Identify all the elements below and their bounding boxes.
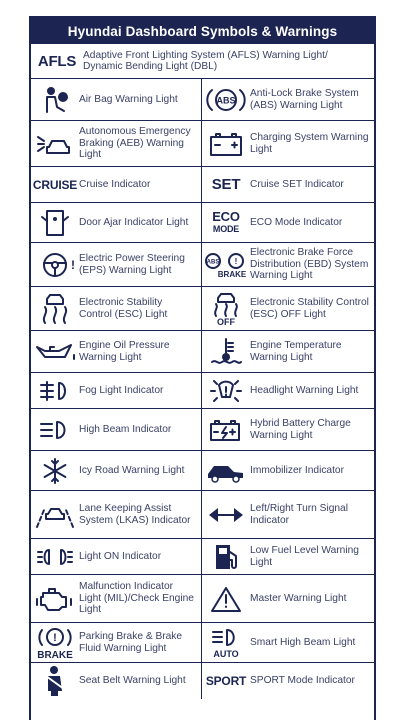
snowflake-icon <box>31 456 79 486</box>
table-row <box>31 538 374 574</box>
auto-high-beam-icon <box>202 627 250 659</box>
airbag-icon <box>31 85 79 115</box>
symbol-label: Fog Light Indicator <box>79 384 164 396</box>
steering-wheel-icon <box>31 250 79 280</box>
symbol-icon <box>202 674 250 688</box>
light-on-icon <box>31 546 79 568</box>
symbol-label: SPORT Mode Indicator <box>250 675 355 687</box>
symbol-cell <box>202 451 374 490</box>
set-text-icon: SET <box>211 176 241 193</box>
svg-text:ABS: ABS <box>216 95 236 105</box>
svg-text:!: ! <box>53 631 57 644</box>
table-row <box>31 408 374 450</box>
symbol-label: Electric Power Steering (EPS) Warning Light <box>79 253 185 276</box>
parking-brake-icon <box>31 626 79 660</box>
symbol-label: Adaptive Front Lighting System (AFLS) Warning Light/ Dynamic Bending Light (DBL) <box>83 49 328 72</box>
esc-off-icon <box>202 292 250 326</box>
aeb-car-icon <box>31 129 79 159</box>
hybrid-battery-icon <box>202 416 250 444</box>
door-ajar-icon <box>31 207 79 239</box>
symbol-cell <box>31 167 202 202</box>
symbol-cell <box>202 539 374 574</box>
fuel-pump-icon <box>202 542 250 572</box>
symbol-cell <box>31 575 202 622</box>
symbol-cell <box>202 203 374 242</box>
fog-light-icon <box>31 378 79 404</box>
symbol-cell <box>202 663 374 699</box>
symbol-label: Anti-Lock Brake System (ABS) Warning Light <box>250 88 359 111</box>
symbol-label: Charging System Warning Light <box>250 132 369 155</box>
symbol-cell <box>31 287 202 330</box>
ebd-icon <box>202 250 250 280</box>
eco-mode-text-icon: ECO MODE <box>212 208 240 234</box>
svg-text:BRAKE: BRAKE <box>217 269 247 279</box>
check-engine-icon <box>31 585 79 613</box>
symbol-label: Low Fuel Level Warning Light <box>250 545 359 568</box>
table-row <box>31 166 374 202</box>
symbol-cell <box>31 243 202 286</box>
symbol-cell <box>31 451 202 490</box>
seat-belt-icon <box>31 665 79 697</box>
battery-icon <box>202 131 250 157</box>
symbol-label: Door Ajar Indicator Light <box>79 216 189 228</box>
symbol-cell <box>31 373 202 408</box>
thermometer-icon <box>202 336 250 368</box>
table-row <box>31 286 374 330</box>
svg-text:!: ! <box>234 256 238 266</box>
symbol-label: Cruise SET Indicator <box>250 178 344 190</box>
symbol-label: Air Bag Warning Light <box>79 93 178 105</box>
symbol-label: Hybrid Battery Charge Warning Light <box>250 418 351 441</box>
symbol-label: Parking Brake & Brake Fluid Warning Light <box>79 631 183 654</box>
table-row <box>31 622 374 662</box>
svg-text:BRAKE: BRAKE <box>37 649 73 660</box>
symbol-cell <box>31 623 202 662</box>
symbol-cell <box>31 491 202 538</box>
symbol-label: Engine Temperature Warning Light <box>250 340 342 363</box>
symbol-label: Immobilizer Indicator <box>250 464 344 476</box>
symbol-cell <box>202 491 374 538</box>
master-warning-triangle-icon <box>202 585 250 613</box>
table-row <box>31 574 374 622</box>
symbol-label: Icy Road Warning Light <box>79 464 185 476</box>
esc-skid-icon <box>31 293 79 325</box>
symbol-cell <box>31 79 202 120</box>
symbol-icon <box>31 53 83 70</box>
abs-icon <box>202 85 250 115</box>
table-row <box>31 202 374 242</box>
symbol-cell <box>202 373 374 408</box>
symbol-label: Electronic Brake Force Distribution (EBD) System Warning Light <box>250 247 369 282</box>
sport-text-icon: SPORT <box>205 674 247 688</box>
symbol-icon <box>202 176 250 193</box>
symbol-cell <box>31 409 202 450</box>
symbol-cell <box>202 623 374 662</box>
symbol-cell <box>31 331 202 372</box>
symbol-cell <box>31 44 374 78</box>
immobilizer-car-key-icon <box>202 459 250 483</box>
svg-text:!: ! <box>71 257 75 272</box>
table-row <box>31 372 374 408</box>
table-row <box>31 450 374 490</box>
lane-keeping-icon <box>31 500 79 530</box>
symbol-label: Lane Keeping Assist System (LKAS) Indicator <box>79 503 191 526</box>
symbol-cell <box>202 167 374 202</box>
symbol-label: Seat Belt Warning Light <box>79 675 186 687</box>
symbol-label: Autonomous Emergency Braking (AEB) Warning Light <box>79 126 191 161</box>
symbol-cell <box>31 121 202 166</box>
symbol-label: Malfunction Indicator Light (MIL)/Check Engine Light <box>79 581 194 616</box>
symbol-cell <box>202 575 374 622</box>
table-row <box>31 78 374 120</box>
symbol-label: Electronic Stability Control (ESC) Light <box>79 297 168 320</box>
table-row <box>31 662 374 699</box>
symbol-cell <box>202 287 374 330</box>
symbol-label: Left/Right Turn Signal Indicator <box>250 503 348 526</box>
table-row <box>31 120 374 166</box>
symbol-label: High Beam Indicator <box>79 423 172 435</box>
symbol-label: Engine Oil Pressure Warning Light <box>79 340 170 363</box>
page-title: Hyundai Dashboard Symbols & Warnings <box>31 18 374 44</box>
symbols-sheet <box>29 16 376 720</box>
symbol-cell <box>202 79 374 120</box>
symbol-icon <box>31 178 79 192</box>
table-row <box>31 490 374 538</box>
symbol-label: Headlight Warning Light <box>250 384 359 396</box>
symbol-cell <box>202 243 374 286</box>
symbol-label: Smart High Beam Light <box>250 636 356 648</box>
symbol-cell <box>202 121 374 166</box>
symbol-cell <box>31 539 202 574</box>
symbols-grid <box>31 44 374 699</box>
headlight-warning-icon <box>202 377 250 405</box>
symbol-label: Light ON Indicator <box>79 550 162 562</box>
table-row <box>31 330 374 372</box>
high-beam-icon <box>31 417 79 443</box>
table-row <box>31 44 374 78</box>
svg-text:AUTO: AUTO <box>213 648 239 659</box>
symbol-label: ECO Mode Indicator <box>250 216 343 228</box>
symbol-cell <box>202 409 374 450</box>
symbol-cell <box>31 663 202 699</box>
oil-can-icon <box>31 339 79 365</box>
svg-text:ABS: ABS <box>206 259 220 265</box>
symbol-label: Electronic Stability Control (ESC) OFF Light <box>250 297 369 320</box>
symbol-label: Cruise Indicator <box>79 178 151 190</box>
turn-signal-icon <box>202 503 250 527</box>
svg-text:OFF: OFF <box>217 316 235 326</box>
cruise-text-icon: CRUISE <box>32 177 78 192</box>
table-row <box>31 242 374 286</box>
symbol-cell <box>31 203 202 242</box>
symbol-label: Master Warning Light <box>250 592 347 604</box>
symbol-cell <box>202 331 374 372</box>
afls-text-icon: AFLS <box>37 52 77 70</box>
symbol-icon <box>202 210 250 236</box>
